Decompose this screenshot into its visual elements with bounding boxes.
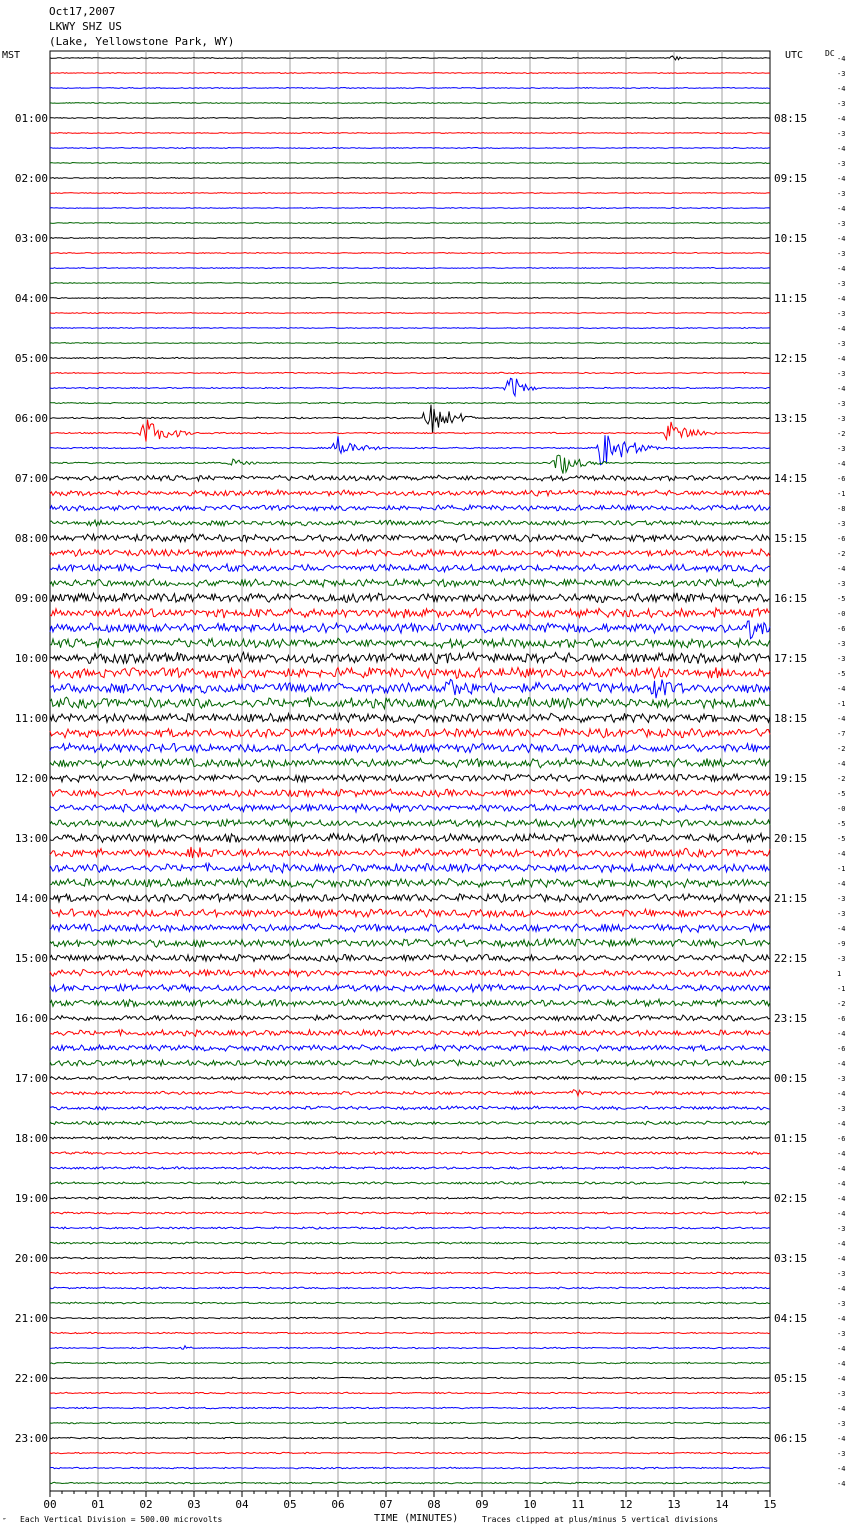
trace-row-75 — [50, 1182, 770, 1185]
trace-row-44 — [50, 713, 770, 722]
trace-row-25 — [50, 420, 770, 442]
utc-hour-label: 10:15 — [774, 232, 808, 245]
x-tick-label: 02 — [139, 1498, 153, 1511]
trace-row-14 — [50, 268, 770, 269]
dc-offset-label: -4 — [837, 55, 846, 63]
dc-offset-label: -4 — [837, 715, 846, 723]
dc-offset-label: -3 — [837, 250, 846, 258]
dc-offset-label: -4 — [837, 1285, 846, 1293]
dc-offset-label: -0 — [837, 610, 846, 618]
plot-frame — [50, 51, 770, 1491]
trace-row-12 — [50, 238, 770, 239]
dc-offset-label: -4 — [837, 175, 846, 183]
dc-offset-label: -3 — [837, 370, 846, 378]
trace-row-76 — [50, 1197, 770, 1199]
trace-row-30 — [50, 505, 770, 511]
dc-offset-label: -4 — [837, 565, 846, 573]
dc-offset-label: -4 — [837, 1480, 846, 1488]
trace-row-72 — [50, 1137, 770, 1140]
trace-row-69 — [50, 1090, 770, 1096]
dc-offset-label: -9 — [837, 940, 846, 948]
trace-row-62 — [50, 984, 770, 992]
trace-row-24 — [50, 405, 770, 434]
dc-offset-label: -2 — [837, 1000, 846, 1008]
x-tick-label: 04 — [235, 1498, 249, 1511]
trace-row-60 — [50, 954, 770, 961]
trace-row-93 — [50, 1452, 770, 1454]
utc-hour-label: 19:15 — [774, 772, 808, 785]
trace-row-88 — [50, 1377, 770, 1379]
dc-offset-label: -6 — [837, 1135, 846, 1143]
dc-offset-label: -3 — [837, 160, 846, 168]
dc-offset-label: -3 — [837, 1390, 846, 1398]
trace-row-2 — [50, 88, 770, 89]
dc-offset-label: -3 — [837, 400, 846, 408]
dc-offset-label: -2 — [837, 430, 846, 438]
utc-hour-label: 03:15 — [774, 1252, 808, 1265]
trace-row-77 — [50, 1212, 770, 1214]
mst-hour-label: 07:00 — [14, 472, 48, 485]
trace-row-20 — [50, 357, 770, 358]
utc-hour-label: 20:15 — [774, 832, 808, 845]
trace-row-43 — [50, 697, 770, 709]
trace-row-41 — [50, 667, 770, 678]
utc-hour-label: 11:15 — [774, 292, 808, 305]
trace-row-94 — [50, 1467, 770, 1469]
dc-offset-label: -3 — [837, 340, 846, 348]
trace-row-56 — [50, 894, 770, 903]
trace-row-67 — [50, 1060, 770, 1066]
dc-offset-label: -3 — [837, 1330, 846, 1338]
dc-offset-label: -3 — [837, 70, 846, 78]
dc-offset-label: -4 — [837, 1030, 846, 1038]
mst-hour-label: 19:00 — [14, 1192, 48, 1205]
mst-hour-label: 15:00 — [14, 952, 48, 965]
mst-hour-label: 02:00 — [14, 172, 48, 185]
dc-offset-label: -3 — [837, 310, 846, 318]
dc-offset-label: -3 — [837, 955, 846, 963]
x-tick-label: 01 — [91, 1498, 105, 1511]
dc-offset-label: -4 — [837, 880, 846, 888]
dc-offset-label: -3 — [837, 220, 846, 228]
dc-offset-label: -3 — [837, 1450, 846, 1458]
dc-offset-label: -3 — [837, 130, 846, 138]
trace-row-15 — [50, 283, 770, 284]
trace-row-52 — [50, 833, 770, 842]
utc-hour-label: 08:15 — [774, 112, 808, 125]
utc-hour-label: 00:15 — [774, 1072, 808, 1085]
mst-hour-label: 16:00 — [14, 1012, 48, 1025]
trace-row-34 — [50, 564, 770, 572]
trace-row-21 — [50, 372, 770, 373]
trace-row-38 — [50, 621, 770, 639]
trace-row-49 — [50, 789, 770, 797]
dc-offset-label: -4 — [837, 205, 846, 213]
dc-offset-label: -3 — [837, 1420, 846, 1428]
dc-offset-label: -5 — [837, 670, 846, 678]
trace-row-32 — [50, 534, 770, 542]
dc-offset-label: -4 — [837, 355, 846, 363]
trace-row-55 — [50, 879, 770, 888]
dc-offset-label: -3 — [837, 1105, 846, 1113]
trace-row-95 — [50, 1482, 770, 1484]
date-label: Oct17,2007 — [49, 5, 116, 18]
dc-offset-label: -4 — [837, 1150, 846, 1158]
trace-row-31 — [50, 520, 770, 526]
trace-row-84 — [50, 1317, 770, 1319]
mst-axis-label: MST — [2, 50, 21, 61]
trace-row-70 — [50, 1106, 770, 1110]
mst-hour-label: 23:00 — [14, 1432, 48, 1445]
dc-offset-label: -3 — [837, 655, 846, 663]
x-tick-label: 12 — [619, 1498, 633, 1511]
location-label: (Lake, Yellowstone Park, WY) — [49, 35, 235, 48]
trace-row-0 — [50, 56, 770, 60]
dc-offset-label: -8 — [837, 505, 846, 513]
trace-row-87 — [50, 1362, 770, 1364]
trace-row-37 — [50, 608, 770, 618]
dc-offset-label: 1 — [837, 970, 842, 978]
dc-offset-label: -4 — [837, 295, 846, 303]
dc-offset-label: -4 — [837, 1120, 846, 1128]
trace-row-40 — [50, 652, 770, 663]
trace-row-64 — [50, 1015, 770, 1021]
dc-offset-label: -5 — [837, 835, 846, 843]
trace-row-19 — [50, 343, 770, 344]
trace-row-16 — [50, 298, 770, 299]
trace-row-47 — [50, 758, 770, 767]
dc-offset-label: -2 — [837, 550, 846, 558]
trace-row-28 — [50, 475, 770, 481]
dc-offset-label: -5 — [837, 820, 846, 828]
mst-hour-label: 20:00 — [14, 1252, 48, 1265]
utc-hour-label: 04:15 — [774, 1312, 808, 1325]
dc-offset-label: -4 — [837, 1090, 846, 1098]
dc-offset-label: -4 — [837, 385, 846, 393]
mst-hour-label: 01:00 — [14, 112, 48, 125]
utc-hour-label: 21:15 — [774, 892, 808, 905]
trace-row-27 — [50, 455, 770, 473]
dc-offset-label: -4 — [837, 1315, 846, 1323]
trace-row-79 — [50, 1242, 770, 1244]
mst-hour-label: 21:00 — [14, 1312, 48, 1325]
dc-offset-label: -4 — [837, 1255, 846, 1263]
dc-offset-label: -7 — [837, 730, 846, 738]
mst-hour-label: 06:00 — [14, 412, 48, 425]
mst-hour-label: 08:00 — [14, 532, 48, 545]
dc-offset-label: -3 — [837, 280, 846, 288]
dc-offset-label: -4 — [837, 685, 846, 693]
dc-offset-label: -6 — [837, 1015, 846, 1023]
dc-offset-label: -4 — [837, 235, 846, 243]
utc-axis-label: UTC — [785, 50, 804, 61]
trace-row-48 — [50, 774, 770, 782]
trace-row-18 — [50, 328, 770, 329]
utc-hour-label: 13:15 — [774, 412, 808, 425]
dc-offset-label: -3 — [837, 1300, 846, 1308]
dc-offset-label: -4 — [837, 85, 846, 93]
utc-hour-label: 06:15 — [774, 1432, 808, 1445]
trace-row-13 — [50, 253, 770, 254]
trace-row-33 — [50, 549, 770, 557]
trace-row-85 — [50, 1332, 770, 1334]
trace-row-68 — [50, 1076, 770, 1080]
trace-row-73 — [50, 1152, 770, 1155]
dc-offset-label: -5 — [837, 595, 846, 603]
dc-offset-label: -3 — [837, 520, 846, 528]
dc-offset-label: -3 — [837, 1225, 846, 1233]
trace-row-46 — [50, 744, 770, 753]
utc-hour-label: 16:15 — [774, 592, 808, 605]
dc-offset-label: -4 — [837, 115, 846, 123]
trace-row-63 — [50, 999, 770, 1007]
trace-row-66 — [50, 1045, 770, 1051]
dc-offset-label: -4 — [837, 1180, 846, 1188]
utc-hour-label: 15:15 — [774, 532, 808, 545]
trace-row-35 — [50, 579, 770, 587]
dc-offset-label: -3 — [837, 580, 846, 588]
dc-offset-label: -4 — [837, 1345, 846, 1353]
utc-hour-label: 14:15 — [774, 472, 808, 485]
utc-hour-label: 12:15 — [774, 352, 808, 365]
dc-offset-label: -4 — [837, 1375, 846, 1383]
trace-row-80 — [50, 1257, 770, 1259]
trace-row-11 — [50, 223, 770, 224]
dc-offset-label: -4 — [837, 1405, 846, 1413]
station-label: LKWY SHZ US — [49, 20, 122, 33]
trace-row-89 — [50, 1392, 770, 1394]
dc-offset-label: -2 — [837, 775, 846, 783]
x-tick-label: 11 — [571, 1498, 585, 1511]
mst-hour-label: 14:00 — [14, 892, 48, 905]
trace-row-91 — [50, 1422, 770, 1424]
mst-hour-label: 10:00 — [14, 652, 48, 665]
utc-hour-label: 18:15 — [774, 712, 808, 725]
dc-offset-label: -4 — [837, 1060, 846, 1068]
vertical-division-note: Each Vertical Division = 500.00 microvolts — [20, 1515, 223, 1524]
scale-glyph: ″ — [2, 1517, 7, 1526]
trace-row-61 — [50, 969, 770, 976]
mst-hour-label: 13:00 — [14, 832, 48, 845]
trace-row-54 — [50, 863, 770, 872]
mst-hour-label: 11:00 — [14, 712, 48, 725]
mst-hour-label: 12:00 — [14, 772, 48, 785]
dc-offset-label: -4 — [837, 1210, 846, 1218]
dc-offset-label: -1 — [837, 985, 846, 993]
dc-offset-label: -3 — [837, 1270, 846, 1278]
x-tick-label: 06 — [331, 1498, 345, 1511]
utc-hour-label: 01:15 — [774, 1132, 808, 1145]
trace-row-81 — [50, 1272, 770, 1274]
trace-row-58 — [50, 924, 770, 933]
mst-hour-label: 03:00 — [14, 232, 48, 245]
trace-row-22 — [50, 378, 770, 396]
x-tick-label: 13 — [667, 1498, 681, 1511]
trace-row-17 — [50, 313, 770, 314]
trace-row-45 — [50, 728, 770, 738]
dc-offset-label: -3 — [837, 100, 846, 108]
dc-offset-label: -3 — [837, 190, 846, 198]
dc-offset-label: -3 — [837, 910, 846, 918]
dc-offset-label: -4 — [837, 145, 846, 153]
utc-hour-label: 23:15 — [774, 1012, 808, 1025]
mst-hour-label: 17:00 — [14, 1072, 48, 1085]
dc-offset-label: -4 — [837, 1195, 846, 1203]
trace-row-5 — [50, 133, 770, 134]
dc-offset-label: -4 — [837, 925, 846, 933]
x-tick-label: 00 — [43, 1498, 57, 1511]
utc-hour-label: 17:15 — [774, 652, 808, 665]
trace-row-71 — [50, 1121, 770, 1125]
trace-row-50 — [50, 804, 770, 812]
x-tick-label: 15 — [763, 1498, 777, 1511]
dc-label: DC — [825, 49, 835, 58]
trace-row-39 — [50, 638, 770, 648]
trace-row-53 — [50, 847, 770, 858]
dc-offset-label: -6 — [837, 1045, 846, 1053]
utc-hour-label: 22:15 — [774, 952, 808, 965]
trace-row-90 — [50, 1407, 770, 1409]
trace-row-36 — [50, 593, 770, 603]
trace-row-3 — [50, 103, 770, 104]
trace-row-86 — [50, 1346, 770, 1349]
dc-offset-label: -0 — [837, 805, 846, 813]
trace-row-26 — [50, 435, 770, 465]
dc-offset-label: -4 — [837, 1165, 846, 1173]
dc-offset-label: -3 — [837, 895, 846, 903]
trace-row-83 — [50, 1302, 770, 1304]
x-tick-label: 05 — [283, 1498, 297, 1511]
trace-row-57 — [50, 909, 770, 917]
x-tick-label: 03 — [187, 1498, 201, 1511]
trace-row-7 — [50, 163, 770, 164]
trace-row-78 — [50, 1227, 770, 1229]
x-tick-label: 08 — [427, 1498, 441, 1511]
trace-row-74 — [50, 1167, 770, 1170]
dc-offset-label: -3 — [837, 445, 846, 453]
trace-row-10 — [50, 207, 770, 208]
trace-row-82 — [50, 1287, 770, 1289]
mst-hour-label: 05:00 — [14, 352, 48, 365]
dc-offset-label: -5 — [837, 790, 846, 798]
dc-offset-label: -4 — [837, 1435, 846, 1443]
dc-offset-label: -4 — [837, 1360, 846, 1368]
trace-row-4 — [50, 118, 770, 119]
trace-row-51 — [50, 819, 770, 827]
dc-offset-label: -1 — [837, 865, 846, 873]
clip-note: Traces clipped at plus/minus 5 vertical divisions — [482, 1515, 719, 1524]
trace-row-65 — [50, 1030, 770, 1037]
trace-row-29 — [50, 490, 770, 496]
dc-offset-label: -3 — [837, 1075, 846, 1083]
dc-offset-label: -4 — [837, 1240, 846, 1248]
trace-row-9 — [50, 193, 770, 194]
trace-row-8 — [50, 178, 770, 179]
dc-offset-label: -4 — [837, 460, 846, 468]
dc-offset-label: -2 — [837, 745, 846, 753]
utc-hour-label: 02:15 — [774, 1192, 808, 1205]
dc-offset-label: -6 — [837, 475, 846, 483]
mst-hour-label: 18:00 — [14, 1132, 48, 1145]
x-tick-label: 14 — [715, 1498, 729, 1511]
trace-row-23 — [50, 402, 770, 403]
dc-offset-label: -4 — [837, 325, 846, 333]
dc-offset-label: -4 — [837, 850, 846, 858]
trace-row-1 — [50, 73, 770, 74]
trace-row-92 — [50, 1437, 770, 1439]
dc-offset-label: -1 — [837, 490, 846, 498]
dc-offset-label: -6 — [837, 625, 846, 633]
dc-offset-label: -3 — [837, 640, 846, 648]
dc-offset-label: -4 — [837, 760, 846, 768]
mst-hour-label: 04:00 — [14, 292, 48, 305]
dc-offset-label: -4 — [837, 265, 846, 273]
dc-offset-label: -6 — [837, 535, 846, 543]
x-tick-label: 09 — [475, 1498, 489, 1511]
x-axis-title: TIME (MINUTES) — [374, 1513, 459, 1524]
mst-hour-label: 09:00 — [14, 592, 48, 605]
x-tick-label: 07 — [379, 1498, 393, 1511]
mst-hour-label: 22:00 — [14, 1372, 48, 1385]
dc-offset-label: -3 — [837, 415, 846, 423]
dc-offset-label: -4 — [837, 1465, 846, 1473]
trace-row-59 — [50, 939, 770, 948]
utc-hour-label: 05:15 — [774, 1372, 808, 1385]
dc-offset-label: -1 — [837, 700, 846, 708]
x-tick-label: 10 — [523, 1498, 537, 1511]
trace-row-42 — [50, 680, 770, 699]
trace-row-6 — [50, 148, 770, 149]
utc-hour-label: 09:15 — [774, 172, 808, 185]
